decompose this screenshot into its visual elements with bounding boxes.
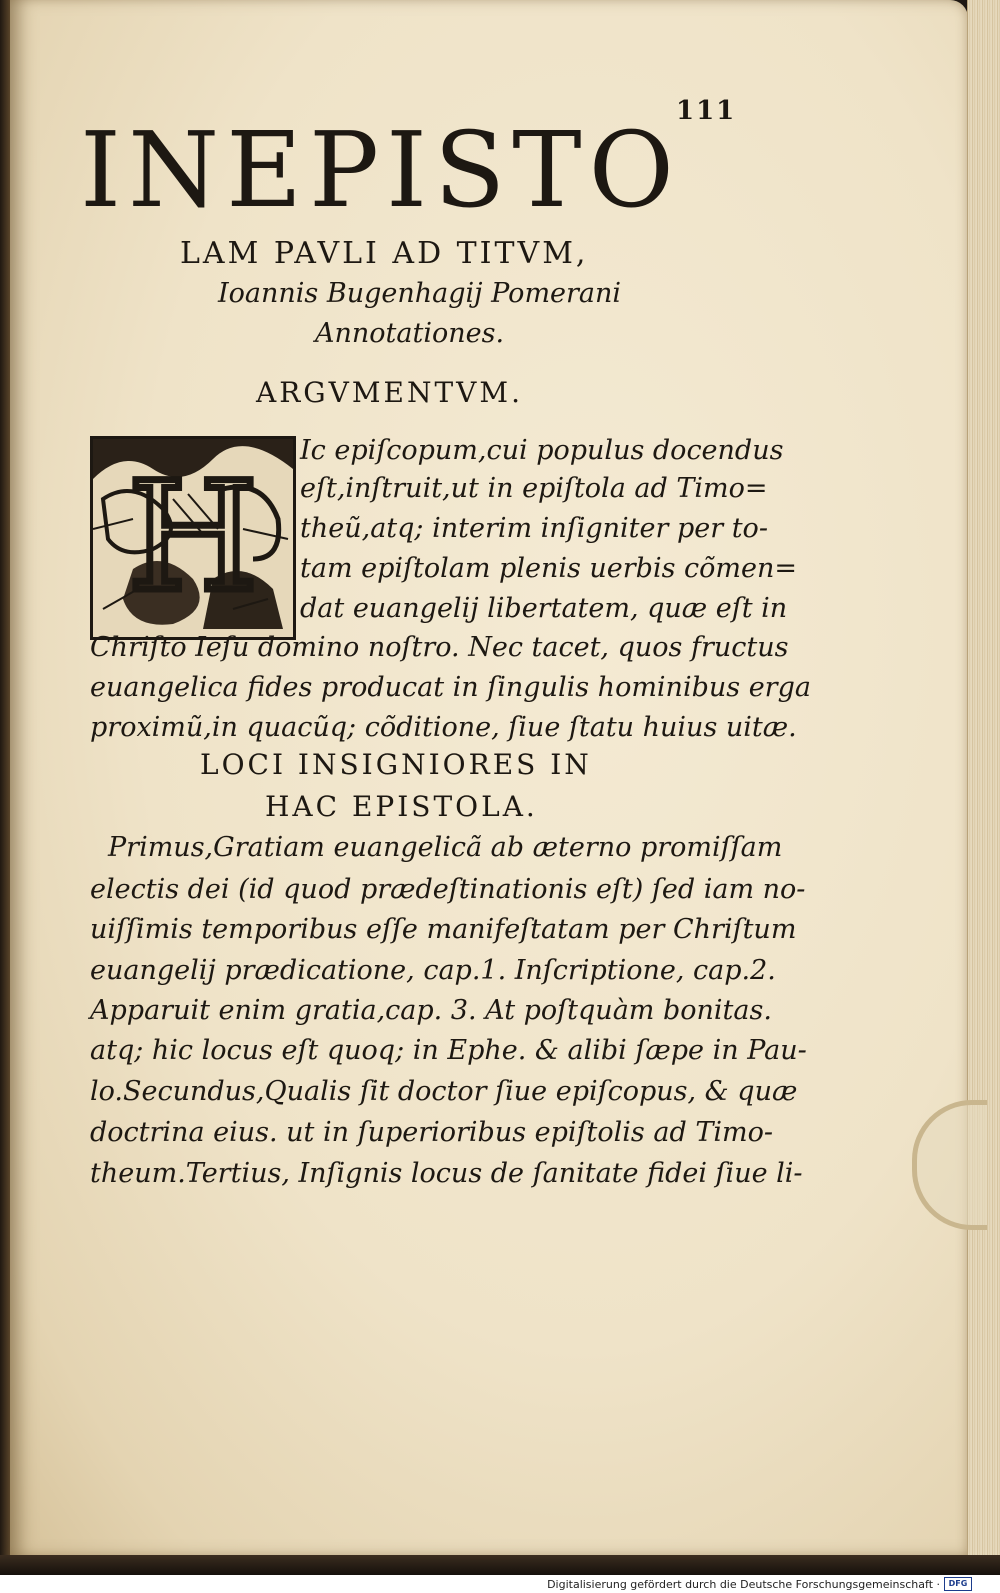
loci-line: Primus,Gratiam euangelicã ab æterno promiſſam <box>108 832 783 863</box>
loci-line: doctrina eius. ut in ſuperioribus epiſtolis ad Timo- <box>90 1117 773 1148</box>
footer-text: Digitalisierung gefördert durch die Deutsche Forschungsgemeinschaft · <box>547 1577 940 1591</box>
loci-line: electis dei (id quod prædeſtinationis eſt) ſed iam no- <box>90 874 806 905</box>
argument-heading: ARGVMENTVM. <box>256 376 523 409</box>
title-line-2: LAM PAVLI AD TITVM, <box>180 236 589 271</box>
argument-line: eſt,inſtruit,ut in epiſtola ad Timo= <box>300 473 768 504</box>
woodcut-illustration-icon <box>93 439 293 637</box>
loci-line: Apparuit enim gratia,cap. 3. At poſtquàm bonitas. <box>90 995 772 1026</box>
loci-line: theum.Tertius, Inſignis locus de ſanitate fidei ſiue li- <box>90 1158 803 1189</box>
footer-credit <box>547 1577 972 1591</box>
loci-heading-line-1: LOCI INSIGNIORES IN <box>200 748 592 781</box>
bottom-shadow <box>0 1555 1000 1575</box>
title-line-1: INEPISTO <box>80 109 681 231</box>
argument-line: theũ,atq; interim inſigniter per to- <box>300 513 768 544</box>
author-line: Ioannis Bugenhagij Pomerani <box>218 278 622 309</box>
argument-line: tam epiſtolam plenis uerbis cõmen= <box>300 553 798 584</box>
loci-heading-line-2: HAC EPISTOLA. <box>265 790 538 823</box>
loci-line: euangelij prædicatione, cap.1. Inſcriptione, cap.2. <box>90 955 776 986</box>
page-edges <box>967 0 1000 1575</box>
book-page <box>10 0 968 1555</box>
svg-text:H: H <box>127 451 259 625</box>
argument-line: Ic epiſcopum,cui populus docendus <box>300 435 784 466</box>
loci-line: lo.Secundus,Qualis ſit doctor ſiue epiſcopus, & quæ <box>90 1076 798 1107</box>
argument-line: dat euangelij libertatem, quæ eſt in <box>300 593 788 624</box>
argument-line: proximũ,in quacũq; cõditione, ſiue ſtatu huius uitæ. <box>90 712 797 743</box>
loci-line: uiſſimis temporibus eſſe manifeſtatam per Chriſtum <box>90 914 797 945</box>
decorated-initial-letter <box>90 436 296 640</box>
argument-line: Chriſto Ieſu domino noſtro. Nec tacet, quos fructus <box>90 632 789 663</box>
argument-line: euangelica fides producat in ſingulis hominibus erga <box>90 672 811 703</box>
dfg-logo-icon: DFG <box>944 1577 972 1591</box>
folio-number: 111 <box>676 96 737 126</box>
loci-line: atq; hic locus eſt quoq; in Ephe. & alibi ſæpe in Pau- <box>90 1035 807 1066</box>
annotations-line: Annotationes. <box>315 318 505 349</box>
